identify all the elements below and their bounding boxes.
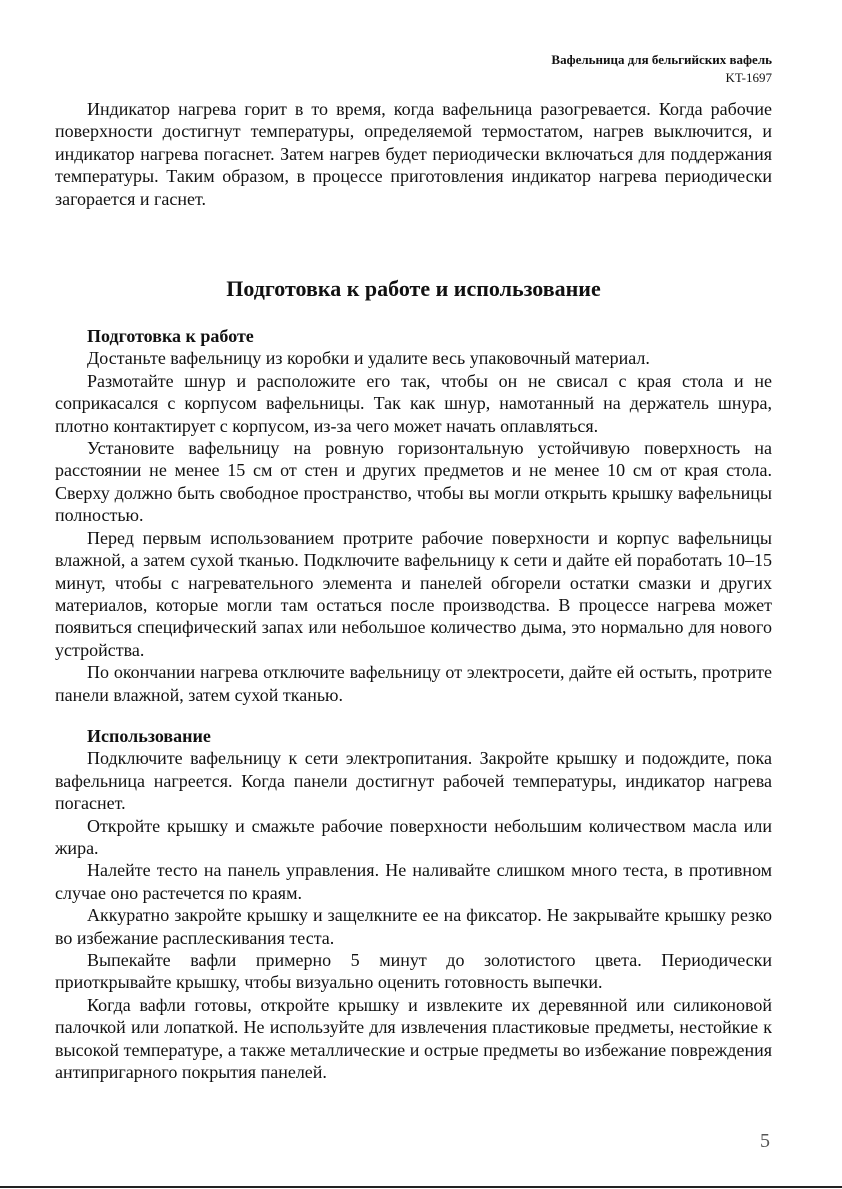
usage-paragraph: Откройте крышку и смажьте рабочие поверхности небольшим количеством масла или жира. (55, 815, 772, 858)
section-title: Подготовка к работе и использование (226, 276, 601, 302)
usage-paragraph: Подключите вафельницу к сети электропитания. Закройте крышку и подождите, пока вафельница нагреется. Когда панели достигнут рабочей температуры, индикатор нагрева погаснет. (55, 748, 772, 814)
preparation-paragraph: Перед первым использованием протрите рабочие поверхности и корпус вафельницы влажной, а затем сухой тканью. Подключите вафельницу к сети и дайте ей поработать 10–15 минут, чтобы с нагревательного элемента и панелей обгорели остатки смазки и других материалов, которые могли там остаться после производства. В процессе нагрева может появиться специфический запах или небольшое количество дыма, это нормально для нового устройства. (55, 527, 772, 660)
main-text (55, 98, 772, 1083)
preparation-paragraph: Размотайте шнур и расположите его так, чтобы он не свисал с края стола и не соприкасался с корпусом вафельницы. Так как шнур, намотанный на держатель шнура, плотно контактирует с корпусом, из-за чего может начать оплавляться. (55, 370, 772, 436)
running-header (551, 51, 772, 87)
preparation-paragraph: По окончании нагрева отключите вафельницу от электросети, дайте ей остыть, протрите панели влажной, затем сухой тканью. (55, 662, 772, 705)
usage-paragraph: Выпекайте вафли примерно 5 минут до золотистого цвета. Периодически приоткрывайте крышку, чтобы визуально оценить готовность выпечки. (55, 950, 772, 993)
usage-paragraph: Налейте тесто на панель управления. Не наливайте слишком много теста, в противном случае оно растечется по краям. (55, 860, 772, 903)
preparation-paragraph: Установите вафельницу на ровную горизонтальную устойчивую поверхность на расстоянии не менее 15 см от стен и других предметов и не менее 10 см от края стола. Сверху должно быть свободное пространство, чтобы вы могли открыть крышку вафельницы полностью. (55, 438, 772, 526)
usage-heading: Использование (87, 725, 211, 746)
page-number: 5 (760, 1130, 770, 1152)
usage-paragraph: Когда вафли готовы, откройте крышку и извлеките их деревянной или силиконовой палочкой или лопаткой. Не используйте для извлечения пластиковые предметы, нестойкие к высокой температуре, а также металлические и острые предметы во избежание повреждения антипригарного покрытия панелей. (55, 994, 772, 1083)
product-model: KT-1697 (725, 70, 772, 85)
preparation-heading: Подготовка к работе (87, 326, 254, 347)
intro-paragraph: Индикатор нагрева горит в то время, когда вафельница разогревается. Когда рабочие поверхности достигнут температуры, определяемой термостатом, нагрев выключится, и индикатор нагрева погаснет. Затем нагрев будет периодически включаться для поддержания температуры. Таким образом, в процессе приготовления индикатор нагрева периодически загорается и гаснет. (55, 99, 772, 209)
product-title: Вафельница для бельгийских вафель (551, 52, 772, 67)
bottom-border (0, 1186, 842, 1188)
usage-paragraph: Аккуратно закройте крышку и защелкните ее на фиксатор. Не закрывайте крышку резко во избежание расплескивания теста. (55, 905, 772, 948)
preparation-paragraph: Достаньте вафельницу из коробки и удалите весь упаковочный материал. (87, 348, 650, 369)
